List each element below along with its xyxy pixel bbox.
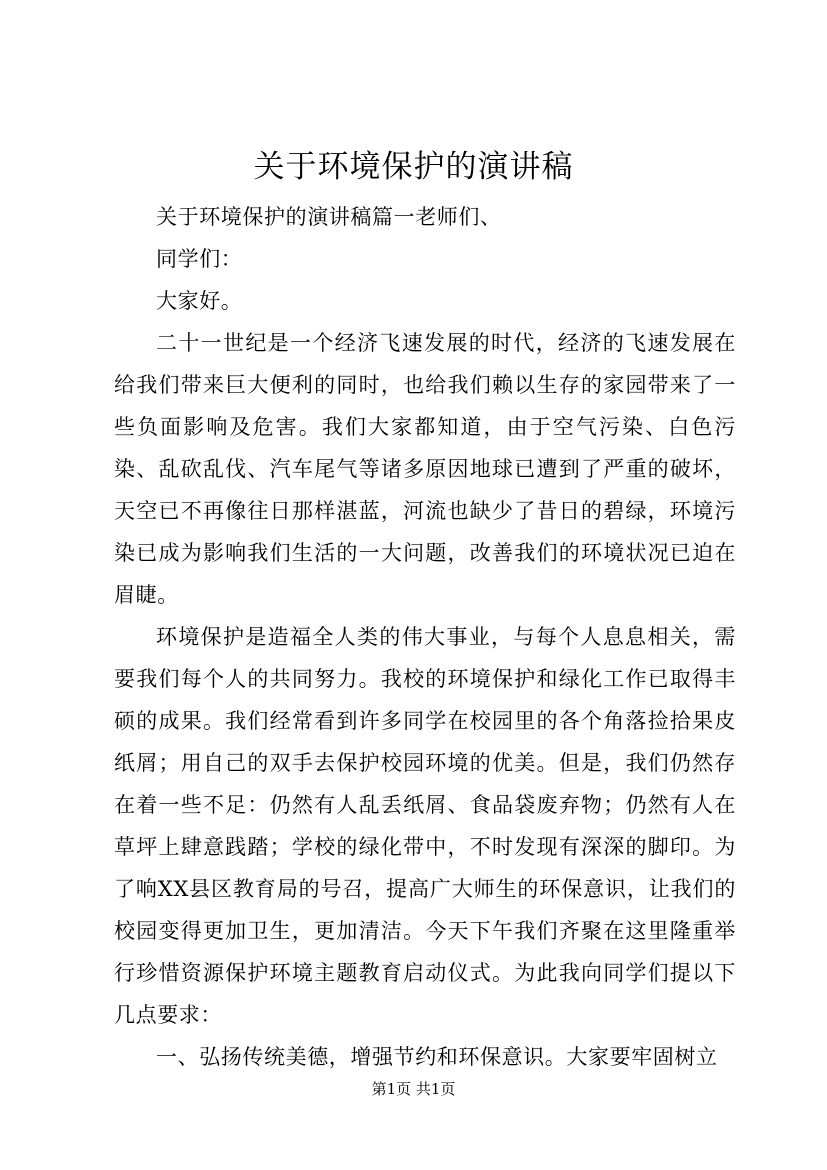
paragraph: 二十一世纪是一个经济飞速发展的时代，经济的飞速发展在给我们带来巨大便利的同时，也给我们赖以生存的家园带来了一些负面影响及危害。我们大家都知道，由于空气污染、白色污染、乱砍乱伐、汽车尾气等诸多原因地球已遭到了严重的破坏，天空已不再像往日那样湛蓝，河流也缺少了昔日的碧绿，环境污染已成为影响我们生活的一大问题，改善我们的环境状况已迫在眉睫。	[114, 331, 736, 607]
document-body	[114, 196, 736, 1078]
paragraph: 同学们：	[156, 247, 243, 271]
paragraph: 一、弘扬传统美德，增强节约和环保意识。大家要牢固树立	[156, 1045, 718, 1069]
document-title: 关于环境保护的演讲稿	[253, 149, 574, 185]
paragraph: 关于环境保护的演讲稿篇一老师们、	[156, 205, 502, 229]
page-footer: 第1页 共1页	[371, 1080, 456, 1098]
paragraph: 大家好。	[156, 289, 243, 313]
paragraph: 环境保护是造福全人类的伟大事业，与每个人息息相关，需要我们每个人的共同努力。我校的环境保护和绿化工作已取得丰硕的成果。我们经常看到许多同学在校园里的各个角落捡拾果皮纸屑；用自己的双手去保护校园环境的优美。但是，我们仍然存在着一些不足：仍然有人乱丢纸屑、食品袋废弃物；仍然有人在草坪上肆意践踏；学校的绿化带中，不时发现有深深的脚印。为了响XX县区教育局的号召，提高广大师生的环保意识，让我们的校园变得更加卫生，更加清洁。今天下午我们齐聚在这里隆重举行珍惜资源保护环境主题教育启动仪式。为此我向同学们提以下几点要求：	[114, 625, 736, 1027]
